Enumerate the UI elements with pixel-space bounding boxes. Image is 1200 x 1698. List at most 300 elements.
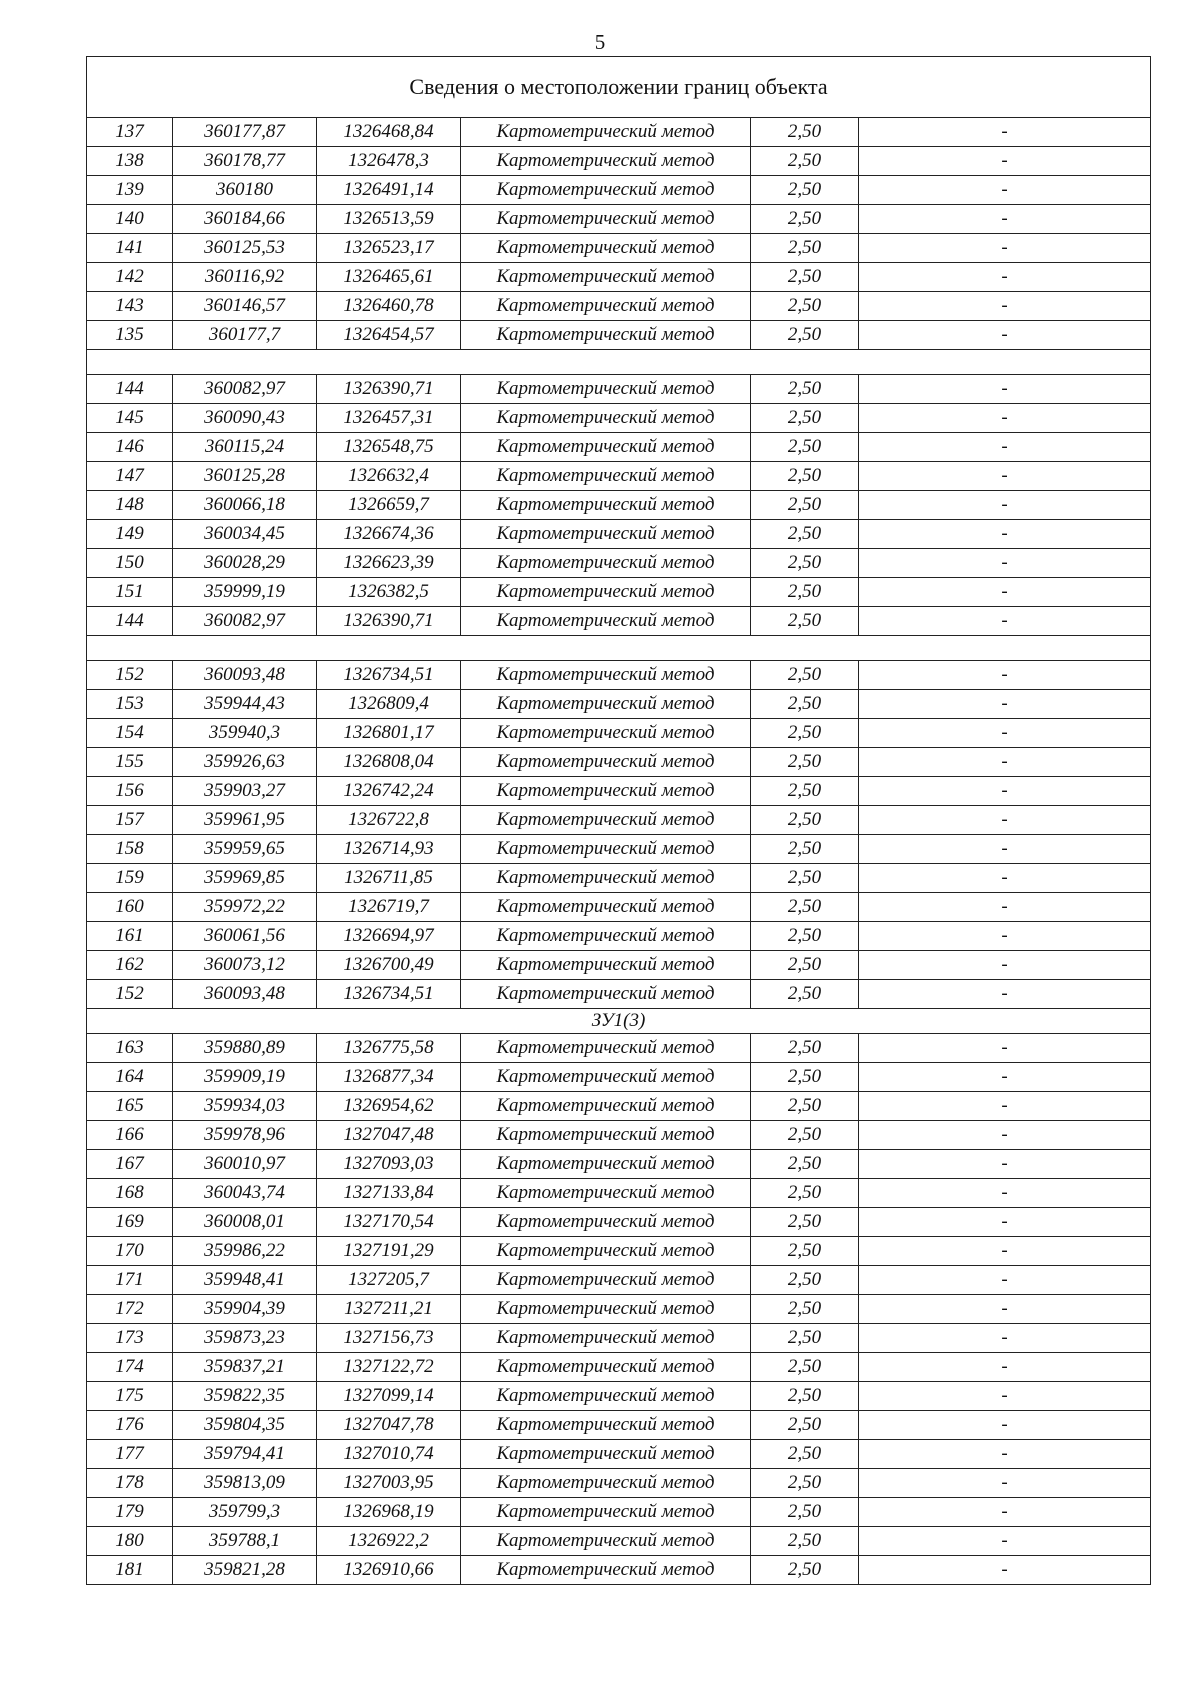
method-cell: Картометрический метод bbox=[461, 661, 751, 690]
table-row bbox=[87, 1382, 1151, 1411]
table-row bbox=[87, 491, 1151, 520]
table-row bbox=[87, 1469, 1151, 1498]
x-coordinate-cell: 360008,01 bbox=[173, 1208, 317, 1237]
x-coordinate-cell: 360184,66 bbox=[173, 205, 317, 234]
x-coordinate-cell: 360180 bbox=[173, 176, 317, 205]
method-cell: Картометрический метод bbox=[461, 1556, 751, 1585]
x-coordinate-cell: 360082,97 bbox=[173, 607, 317, 636]
accuracy-cell: 2,50 bbox=[751, 520, 859, 549]
x-coordinate-cell: 360125,53 bbox=[173, 234, 317, 263]
table-row bbox=[87, 1527, 1151, 1556]
x-coordinate-cell: 359944,43 bbox=[173, 690, 317, 719]
method-cell: Картометрический метод bbox=[461, 922, 751, 951]
y-coordinate-cell: 1327047,48 bbox=[317, 1121, 461, 1150]
x-coordinate-cell: 360061,56 bbox=[173, 922, 317, 951]
x-coordinate-cell: 360093,48 bbox=[173, 980, 317, 1009]
point-number-cell: 165 bbox=[87, 1092, 173, 1121]
note-cell: - bbox=[859, 777, 1151, 806]
table-row bbox=[87, 835, 1151, 864]
method-cell: Картометрический метод bbox=[461, 1295, 751, 1324]
note-cell: - bbox=[859, 433, 1151, 462]
table-row bbox=[87, 321, 1151, 350]
point-number-cell: 179 bbox=[87, 1498, 173, 1527]
table-row bbox=[87, 1063, 1151, 1092]
accuracy-cell: 2,50 bbox=[751, 1440, 859, 1469]
point-number-cell: 177 bbox=[87, 1440, 173, 1469]
method-cell: Картометрический метод bbox=[461, 806, 751, 835]
y-coordinate-cell: 1326468,84 bbox=[317, 118, 461, 147]
accuracy-cell: 2,50 bbox=[751, 433, 859, 462]
note-cell: - bbox=[859, 147, 1151, 176]
point-number-cell: 170 bbox=[87, 1237, 173, 1266]
note-cell: - bbox=[859, 1382, 1151, 1411]
y-coordinate-cell: 1326700,49 bbox=[317, 951, 461, 980]
accuracy-cell: 2,50 bbox=[751, 118, 859, 147]
note-cell: - bbox=[859, 176, 1151, 205]
y-coordinate-cell: 1326877,34 bbox=[317, 1063, 461, 1092]
note-cell: - bbox=[859, 864, 1151, 893]
point-number-cell: 140 bbox=[87, 205, 173, 234]
accuracy-cell: 2,50 bbox=[751, 1063, 859, 1092]
accuracy-cell: 2,50 bbox=[751, 404, 859, 433]
x-coordinate-cell: 360010,97 bbox=[173, 1150, 317, 1179]
accuracy-cell: 2,50 bbox=[751, 578, 859, 607]
note-cell: - bbox=[859, 292, 1151, 321]
method-cell: Картометрический метод bbox=[461, 1063, 751, 1092]
y-coordinate-cell: 1327122,72 bbox=[317, 1353, 461, 1382]
y-coordinate-cell: 1326632,4 bbox=[317, 462, 461, 491]
y-coordinate-cell: 1326548,75 bbox=[317, 433, 461, 462]
method-cell: Картометрический метод bbox=[461, 1208, 751, 1237]
accuracy-cell: 2,50 bbox=[751, 205, 859, 234]
accuracy-cell: 2,50 bbox=[751, 980, 859, 1009]
accuracy-cell: 2,50 bbox=[751, 719, 859, 748]
accuracy-cell: 2,50 bbox=[751, 1353, 859, 1382]
method-cell: Картометрический метод bbox=[461, 1179, 751, 1208]
method-cell: Картометрический метод bbox=[461, 176, 751, 205]
note-cell: - bbox=[859, 1498, 1151, 1527]
table-row bbox=[87, 404, 1151, 433]
method-cell: Картометрический метод bbox=[461, 748, 751, 777]
note-cell: - bbox=[859, 1150, 1151, 1179]
table-body bbox=[87, 57, 1151, 1585]
point-number-cell: 158 bbox=[87, 835, 173, 864]
accuracy-cell: 2,50 bbox=[751, 893, 859, 922]
accuracy-cell: 2,50 bbox=[751, 1121, 859, 1150]
point-number-cell: 155 bbox=[87, 748, 173, 777]
table-row bbox=[87, 176, 1151, 205]
accuracy-cell: 2,50 bbox=[751, 263, 859, 292]
table-row bbox=[87, 893, 1151, 922]
table-row bbox=[87, 1208, 1151, 1237]
accuracy-cell: 2,50 bbox=[751, 1208, 859, 1237]
y-coordinate-cell: 1326523,17 bbox=[317, 234, 461, 263]
point-number-cell: 181 bbox=[87, 1556, 173, 1585]
note-cell: - bbox=[859, 1179, 1151, 1208]
note-cell: - bbox=[859, 1121, 1151, 1150]
table-row bbox=[87, 375, 1151, 404]
table-row bbox=[87, 1150, 1151, 1179]
note-cell: - bbox=[859, 748, 1151, 777]
method-cell: Картометрический метод bbox=[461, 1469, 751, 1498]
note-cell: - bbox=[859, 578, 1151, 607]
note-cell: - bbox=[859, 549, 1151, 578]
note-cell: - bbox=[859, 1556, 1151, 1585]
table-row bbox=[87, 661, 1151, 690]
y-coordinate-cell: 1326714,93 bbox=[317, 835, 461, 864]
note-cell: - bbox=[859, 719, 1151, 748]
method-cell: Картометрический метод bbox=[461, 520, 751, 549]
y-coordinate-cell: 1326809,4 bbox=[317, 690, 461, 719]
y-coordinate-cell: 1326775,58 bbox=[317, 1034, 461, 1063]
method-cell: Картометрический метод bbox=[461, 951, 751, 980]
x-coordinate-cell: 360177,7 bbox=[173, 321, 317, 350]
table-title: Сведения о местоположении границ объекта bbox=[87, 57, 1151, 118]
point-number-cell: 176 bbox=[87, 1411, 173, 1440]
point-number-cell: 139 bbox=[87, 176, 173, 205]
section-label: ЗУ1(3) bbox=[87, 1009, 1151, 1034]
x-coordinate-cell: 359804,35 bbox=[173, 1411, 317, 1440]
method-cell: Картометрический метод bbox=[461, 433, 751, 462]
x-coordinate-cell: 359948,41 bbox=[173, 1266, 317, 1295]
table-row bbox=[87, 263, 1151, 292]
y-coordinate-cell: 1326465,61 bbox=[317, 263, 461, 292]
point-number-cell: 161 bbox=[87, 922, 173, 951]
table-row bbox=[87, 748, 1151, 777]
point-number-cell: 144 bbox=[87, 607, 173, 636]
x-coordinate-cell: 359972,22 bbox=[173, 893, 317, 922]
x-coordinate-cell: 360115,24 bbox=[173, 433, 317, 462]
accuracy-cell: 2,50 bbox=[751, 1092, 859, 1121]
x-coordinate-cell: 359926,63 bbox=[173, 748, 317, 777]
y-coordinate-cell: 1327047,78 bbox=[317, 1411, 461, 1440]
method-cell: Картометрический метод bbox=[461, 1440, 751, 1469]
note-cell: - bbox=[859, 1295, 1151, 1324]
y-coordinate-cell: 1326390,71 bbox=[317, 607, 461, 636]
y-coordinate-cell: 1326711,85 bbox=[317, 864, 461, 893]
accuracy-cell: 2,50 bbox=[751, 462, 859, 491]
accuracy-cell: 2,50 bbox=[751, 1150, 859, 1179]
method-cell: Картометрический метод bbox=[461, 1266, 751, 1295]
method-cell: Картометрический метод bbox=[461, 980, 751, 1009]
x-coordinate-cell: 359959,65 bbox=[173, 835, 317, 864]
y-coordinate-cell: 1326382,5 bbox=[317, 578, 461, 607]
note-cell: - bbox=[859, 1440, 1151, 1469]
point-number-cell: 142 bbox=[87, 263, 173, 292]
x-coordinate-cell: 360125,28 bbox=[173, 462, 317, 491]
x-coordinate-cell: 359934,03 bbox=[173, 1092, 317, 1121]
y-coordinate-cell: 1326734,51 bbox=[317, 980, 461, 1009]
point-number-cell: 145 bbox=[87, 404, 173, 433]
note-cell: - bbox=[859, 1063, 1151, 1092]
accuracy-cell: 2,50 bbox=[751, 835, 859, 864]
method-cell: Картометрический метод bbox=[461, 1034, 751, 1063]
method-cell: Картометрический метод bbox=[461, 234, 751, 263]
x-coordinate-cell: 359794,41 bbox=[173, 1440, 317, 1469]
separator-row bbox=[87, 636, 1151, 661]
x-coordinate-cell: 359904,39 bbox=[173, 1295, 317, 1324]
note-cell: - bbox=[859, 520, 1151, 549]
note-cell: - bbox=[859, 375, 1151, 404]
x-coordinate-cell: 359880,89 bbox=[173, 1034, 317, 1063]
point-number-cell: 162 bbox=[87, 951, 173, 980]
y-coordinate-cell: 1327099,14 bbox=[317, 1382, 461, 1411]
method-cell: Картометрический метод bbox=[461, 835, 751, 864]
table-row bbox=[87, 118, 1151, 147]
point-number-cell: 144 bbox=[87, 375, 173, 404]
point-number-cell: 159 bbox=[87, 864, 173, 893]
method-cell: Картометрический метод bbox=[461, 292, 751, 321]
accuracy-cell: 2,50 bbox=[751, 951, 859, 980]
note-cell: - bbox=[859, 1237, 1151, 1266]
x-coordinate-cell: 359969,85 bbox=[173, 864, 317, 893]
point-number-cell: 135 bbox=[87, 321, 173, 350]
x-coordinate-cell: 359978,96 bbox=[173, 1121, 317, 1150]
accuracy-cell: 2,50 bbox=[751, 1411, 859, 1440]
table-row bbox=[87, 578, 1151, 607]
note-cell: - bbox=[859, 1266, 1151, 1295]
accuracy-cell: 2,50 bbox=[751, 375, 859, 404]
table-row bbox=[87, 777, 1151, 806]
x-coordinate-cell: 360043,74 bbox=[173, 1179, 317, 1208]
note-cell: - bbox=[859, 1092, 1151, 1121]
note-cell: - bbox=[859, 893, 1151, 922]
method-cell: Картометрический метод bbox=[461, 205, 751, 234]
point-number-cell: 178 bbox=[87, 1469, 173, 1498]
x-coordinate-cell: 359986,22 bbox=[173, 1237, 317, 1266]
y-coordinate-cell: 1326954,62 bbox=[317, 1092, 461, 1121]
point-number-cell: 151 bbox=[87, 578, 173, 607]
point-number-cell: 164 bbox=[87, 1063, 173, 1092]
note-cell: - bbox=[859, 607, 1151, 636]
method-cell: Картометрический метод bbox=[461, 321, 751, 350]
table-row bbox=[87, 520, 1151, 549]
note-cell: - bbox=[859, 1208, 1151, 1237]
note-cell: - bbox=[859, 1527, 1151, 1556]
accuracy-cell: 2,50 bbox=[751, 292, 859, 321]
point-number-cell: 171 bbox=[87, 1266, 173, 1295]
table-row bbox=[87, 292, 1151, 321]
y-coordinate-cell: 1326808,04 bbox=[317, 748, 461, 777]
accuracy-cell: 2,50 bbox=[751, 1295, 859, 1324]
x-coordinate-cell: 360177,87 bbox=[173, 118, 317, 147]
table-row bbox=[87, 1295, 1151, 1324]
accuracy-cell: 2,50 bbox=[751, 234, 859, 263]
method-cell: Картометрический метод bbox=[461, 1353, 751, 1382]
note-cell: - bbox=[859, 980, 1151, 1009]
method-cell: Картометрический метод bbox=[461, 462, 751, 491]
method-cell: Картометрический метод bbox=[461, 1237, 751, 1266]
boundary-coordinates-table bbox=[86, 56, 1151, 1585]
table-row bbox=[87, 1556, 1151, 1585]
table-row bbox=[87, 1179, 1151, 1208]
x-coordinate-cell: 359837,21 bbox=[173, 1353, 317, 1382]
x-coordinate-cell: 360028,29 bbox=[173, 549, 317, 578]
accuracy-cell: 2,50 bbox=[751, 607, 859, 636]
method-cell: Картометрический метод bbox=[461, 549, 751, 578]
y-coordinate-cell: 1326968,19 bbox=[317, 1498, 461, 1527]
accuracy-cell: 2,50 bbox=[751, 1527, 859, 1556]
note-cell: - bbox=[859, 1469, 1151, 1498]
point-number-cell: 154 bbox=[87, 719, 173, 748]
accuracy-cell: 2,50 bbox=[751, 1498, 859, 1527]
method-cell: Картометрический метод bbox=[461, 1150, 751, 1179]
note-cell: - bbox=[859, 661, 1151, 690]
x-coordinate-cell: 360178,77 bbox=[173, 147, 317, 176]
y-coordinate-cell: 1326719,7 bbox=[317, 893, 461, 922]
table-row bbox=[87, 1034, 1151, 1063]
y-coordinate-cell: 1327003,95 bbox=[317, 1469, 461, 1498]
point-number-cell: 180 bbox=[87, 1527, 173, 1556]
y-coordinate-cell: 1326674,36 bbox=[317, 520, 461, 549]
table-row bbox=[87, 980, 1151, 1009]
note-cell: - bbox=[859, 234, 1151, 263]
separator-cell bbox=[87, 350, 1151, 375]
method-cell: Картометрический метод bbox=[461, 1527, 751, 1556]
point-number-cell: 150 bbox=[87, 549, 173, 578]
x-coordinate-cell: 360034,45 bbox=[173, 520, 317, 549]
note-cell: - bbox=[859, 951, 1151, 980]
point-number-cell: 166 bbox=[87, 1121, 173, 1150]
note-cell: - bbox=[859, 404, 1151, 433]
point-number-cell: 172 bbox=[87, 1295, 173, 1324]
x-coordinate-cell: 359821,28 bbox=[173, 1556, 317, 1585]
table-row bbox=[87, 1121, 1151, 1150]
method-cell: Картометрический метод bbox=[461, 491, 751, 520]
y-coordinate-cell: 1326454,57 bbox=[317, 321, 461, 350]
table-row bbox=[87, 433, 1151, 462]
accuracy-cell: 2,50 bbox=[751, 176, 859, 205]
y-coordinate-cell: 1327093,03 bbox=[317, 1150, 461, 1179]
table-row bbox=[87, 549, 1151, 578]
method-cell: Картометрический метод bbox=[461, 777, 751, 806]
table-row bbox=[87, 1237, 1151, 1266]
point-number-cell: 175 bbox=[87, 1382, 173, 1411]
note-cell: - bbox=[859, 1034, 1151, 1063]
method-cell: Картометрический метод bbox=[461, 147, 751, 176]
method-cell: Картометрический метод bbox=[461, 864, 751, 893]
accuracy-cell: 2,50 bbox=[751, 1179, 859, 1208]
method-cell: Картометрический метод bbox=[461, 404, 751, 433]
table-row bbox=[87, 1498, 1151, 1527]
point-number-cell: 168 bbox=[87, 1179, 173, 1208]
x-coordinate-cell: 360116,92 bbox=[173, 263, 317, 292]
table-row bbox=[87, 1324, 1151, 1353]
point-number-cell: 143 bbox=[87, 292, 173, 321]
note-cell: - bbox=[859, 205, 1151, 234]
accuracy-cell: 2,50 bbox=[751, 690, 859, 719]
point-number-cell: 152 bbox=[87, 661, 173, 690]
point-number-cell: 152 bbox=[87, 980, 173, 1009]
point-number-cell: 153 bbox=[87, 690, 173, 719]
y-coordinate-cell: 1326478,3 bbox=[317, 147, 461, 176]
note-cell: - bbox=[859, 690, 1151, 719]
x-coordinate-cell: 360090,43 bbox=[173, 404, 317, 433]
y-coordinate-cell: 1326801,17 bbox=[317, 719, 461, 748]
y-coordinate-cell: 1326491,14 bbox=[317, 176, 461, 205]
method-cell: Картометрический метод bbox=[461, 690, 751, 719]
x-coordinate-cell: 359909,19 bbox=[173, 1063, 317, 1092]
method-cell: Картометрический метод bbox=[461, 1324, 751, 1353]
point-number-cell: 146 bbox=[87, 433, 173, 462]
x-coordinate-cell: 359799,3 bbox=[173, 1498, 317, 1527]
y-coordinate-cell: 1327156,73 bbox=[317, 1324, 461, 1353]
x-coordinate-cell: 359873,23 bbox=[173, 1324, 317, 1353]
note-cell: - bbox=[859, 1324, 1151, 1353]
point-number-cell: 148 bbox=[87, 491, 173, 520]
y-coordinate-cell: 1327211,21 bbox=[317, 1295, 461, 1324]
table-row bbox=[87, 147, 1151, 176]
note-cell: - bbox=[859, 1411, 1151, 1440]
table-row bbox=[87, 1411, 1151, 1440]
method-cell: Картометрический метод bbox=[461, 893, 751, 922]
point-number-cell: 169 bbox=[87, 1208, 173, 1237]
x-coordinate-cell: 360082,97 bbox=[173, 375, 317, 404]
note-cell: - bbox=[859, 118, 1151, 147]
point-number-cell: 156 bbox=[87, 777, 173, 806]
note-cell: - bbox=[859, 1353, 1151, 1382]
y-coordinate-cell: 1326460,78 bbox=[317, 292, 461, 321]
y-coordinate-cell: 1326742,24 bbox=[317, 777, 461, 806]
accuracy-cell: 2,50 bbox=[751, 748, 859, 777]
point-number-cell: 167 bbox=[87, 1150, 173, 1179]
table-row bbox=[87, 607, 1151, 636]
y-coordinate-cell: 1326623,39 bbox=[317, 549, 461, 578]
y-coordinate-cell: 1327133,84 bbox=[317, 1179, 461, 1208]
method-cell: Картометрический метод bbox=[461, 118, 751, 147]
method-cell: Картометрический метод bbox=[461, 719, 751, 748]
y-coordinate-cell: 1327191,29 bbox=[317, 1237, 461, 1266]
accuracy-cell: 2,50 bbox=[751, 806, 859, 835]
y-coordinate-cell: 1326922,2 bbox=[317, 1527, 461, 1556]
x-coordinate-cell: 360146,57 bbox=[173, 292, 317, 321]
table-row bbox=[87, 1092, 1151, 1121]
y-coordinate-cell: 1326390,71 bbox=[317, 375, 461, 404]
x-coordinate-cell: 360093,48 bbox=[173, 661, 317, 690]
y-coordinate-cell: 1327010,74 bbox=[317, 1440, 461, 1469]
section-header-row bbox=[87, 1009, 1151, 1034]
point-number-cell: 163 bbox=[87, 1034, 173, 1063]
x-coordinate-cell: 359813,09 bbox=[173, 1469, 317, 1498]
point-number-cell: 141 bbox=[87, 234, 173, 263]
accuracy-cell: 2,50 bbox=[751, 661, 859, 690]
method-cell: Картометрический метод bbox=[461, 607, 751, 636]
method-cell: Картометрический метод bbox=[461, 1411, 751, 1440]
method-cell: Картометрический метод bbox=[461, 1121, 751, 1150]
table-row bbox=[87, 234, 1151, 263]
accuracy-cell: 2,50 bbox=[751, 321, 859, 350]
table-row bbox=[87, 1440, 1151, 1469]
table-row bbox=[87, 1353, 1151, 1382]
point-number-cell: 160 bbox=[87, 893, 173, 922]
x-coordinate-cell: 360066,18 bbox=[173, 491, 317, 520]
note-cell: - bbox=[859, 491, 1151, 520]
method-cell: Картометрический метод bbox=[461, 263, 751, 292]
page-number: 5 bbox=[594, 30, 606, 54]
y-coordinate-cell: 1327205,7 bbox=[317, 1266, 461, 1295]
accuracy-cell: 2,50 bbox=[751, 1382, 859, 1411]
accuracy-cell: 2,50 bbox=[751, 1469, 859, 1498]
table-row bbox=[87, 864, 1151, 893]
x-coordinate-cell: 359999,19 bbox=[173, 578, 317, 607]
method-cell: Картометрический метод bbox=[461, 578, 751, 607]
table-row bbox=[87, 719, 1151, 748]
y-coordinate-cell: 1326694,97 bbox=[317, 922, 461, 951]
x-coordinate-cell: 359788,1 bbox=[173, 1527, 317, 1556]
note-cell: - bbox=[859, 835, 1151, 864]
method-cell: Картометрический метод bbox=[461, 1498, 751, 1527]
accuracy-cell: 2,50 bbox=[751, 1556, 859, 1585]
